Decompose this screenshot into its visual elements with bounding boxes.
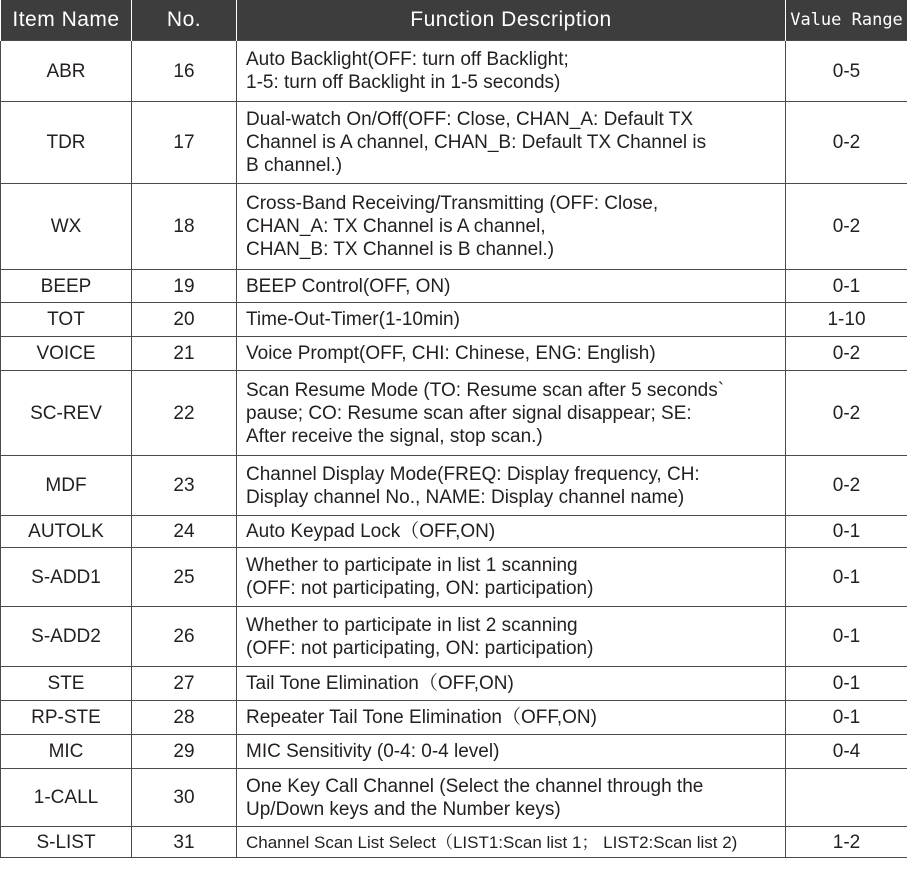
description-cell: Cross-Band Receiving/Transmitting (OFF: Close, CHAN_A: TX Channel is A channel, CHAN_B: TX Channel is B channel.): [237, 184, 786, 270]
value-range-cell: 0-4: [786, 735, 907, 769]
header-row: [1, 0, 907, 41]
description-cell: Whether to participate in list 2 scanning (OFF: not participating, ON: participation): [237, 607, 786, 667]
table-row: [1, 548, 907, 607]
table-row: [1, 516, 907, 548]
number-cell: 26: [132, 607, 237, 667]
value-range-cell: 0-1: [786, 270, 907, 303]
header-value-range: Value Range: [786, 0, 907, 41]
item-name-cell: MIC: [1, 735, 132, 769]
value-range-cell: 0-2: [786, 337, 907, 371]
description-cell: MIC Sensitivity (0-4: 0-4 level): [237, 735, 786, 769]
value-range-cell: 1-10: [786, 303, 907, 337]
description-cell: Auto Keypad Lock（OFF,ON): [237, 516, 786, 548]
table-row: [1, 102, 907, 184]
description-cell: Dual-watch On/Off(OFF: Close, CHAN_A: Default TX Channel is A channel, CHAN_B: Default TX Channel is B channel.): [237, 102, 786, 184]
item-name-cell: TOT: [1, 303, 132, 337]
table-row: [1, 827, 907, 858]
number-cell: 19: [132, 270, 237, 303]
number-cell: 25: [132, 548, 237, 607]
number-cell: 21: [132, 337, 237, 371]
number-cell: 28: [132, 701, 237, 735]
item-name-cell: 1-CALL: [1, 769, 132, 827]
description-cell: One Key Call Channel (Select the channel through the Up/Down keys and the Number keys): [237, 769, 786, 827]
number-cell: 18: [132, 184, 237, 270]
table-row: [1, 371, 907, 456]
value-range-cell: 1-2: [786, 827, 907, 858]
item-name-cell: AUTOLK: [1, 516, 132, 548]
number-cell: 20: [132, 303, 237, 337]
item-name-cell: STE: [1, 667, 132, 701]
description-cell: Auto Backlight(OFF: turn off Backlight; 1-5: turn off Backlight in 1-5 seconds): [237, 41, 786, 102]
table-row: [1, 337, 907, 371]
number-cell: 16: [132, 41, 237, 102]
table-row: [1, 303, 907, 337]
table-row: [1, 735, 907, 769]
item-name-cell: TDR: [1, 102, 132, 184]
item-name-cell: RP-STE: [1, 701, 132, 735]
table-row: [1, 184, 907, 270]
item-name-cell: VOICE: [1, 337, 132, 371]
description-cell: Voice Prompt(OFF, CHI: Chinese, ENG: English): [237, 337, 786, 371]
value-range-cell: 0-1: [786, 516, 907, 548]
number-cell: 23: [132, 456, 237, 516]
description-cell: Channel Display Mode(FREQ: Display frequency, CH: Display channel No., NAME: Display channel name): [237, 456, 786, 516]
number-cell: 29: [132, 735, 237, 769]
description-cell: Tail Tone Elimination（OFF,ON): [237, 667, 786, 701]
item-name-cell: SC-REV: [1, 371, 132, 456]
table-row: [1, 701, 907, 735]
value-range-cell: 0-1: [786, 607, 907, 667]
number-cell: 24: [132, 516, 237, 548]
value-range-cell: 0-2: [786, 371, 907, 456]
number-cell: 31: [132, 827, 237, 858]
table-row: [1, 456, 907, 516]
value-range-cell: [786, 769, 907, 827]
number-cell: 27: [132, 667, 237, 701]
value-range-cell: 0-1: [786, 701, 907, 735]
value-range-cell: 0-1: [786, 548, 907, 607]
description-cell: BEEP Control(OFF, ON): [237, 270, 786, 303]
item-name-cell: S-ADD1: [1, 548, 132, 607]
description-cell: Whether to participate in list 1 scanning (OFF: not participating, ON: participation): [237, 548, 786, 607]
value-range-cell: 0-1: [786, 667, 907, 701]
table-row: [1, 41, 907, 102]
header-item-name: Item Name: [1, 0, 132, 41]
description-cell: Channel Scan List Select（LIST1:Scan list 1； LIST2:Scan list 2): [237, 827, 786, 858]
value-range-cell: 0-2: [786, 456, 907, 516]
header-number: No.: [132, 0, 237, 41]
item-name-cell: BEEP: [1, 270, 132, 303]
number-cell: 30: [132, 769, 237, 827]
description-cell: Repeater Tail Tone Elimination（OFF,ON): [237, 701, 786, 735]
table-row: [1, 270, 907, 303]
item-name-cell: ABR: [1, 41, 132, 102]
value-range-cell: 0-2: [786, 184, 907, 270]
value-range-cell: 0-2: [786, 102, 907, 184]
value-range-cell: 0-5: [786, 41, 907, 102]
item-name-cell: MDF: [1, 456, 132, 516]
number-cell: 17: [132, 102, 237, 184]
description-cell: Time-Out-Timer(1-10min): [237, 303, 786, 337]
description-cell: Scan Resume Mode (TO: Resume scan after 5 seconds` pause; CO: Resume scan after signal disappear; SE: After receive the signal, stop scan.): [237, 371, 786, 456]
item-name-cell: WX: [1, 184, 132, 270]
table-row: [1, 667, 907, 701]
header-function-description: Function Description: [237, 0, 786, 41]
table-row: [1, 607, 907, 667]
item-name-cell: S-LIST: [1, 827, 132, 858]
table-row: [1, 769, 907, 827]
number-cell: 22: [132, 371, 237, 456]
item-name-cell: S-ADD2: [1, 607, 132, 667]
